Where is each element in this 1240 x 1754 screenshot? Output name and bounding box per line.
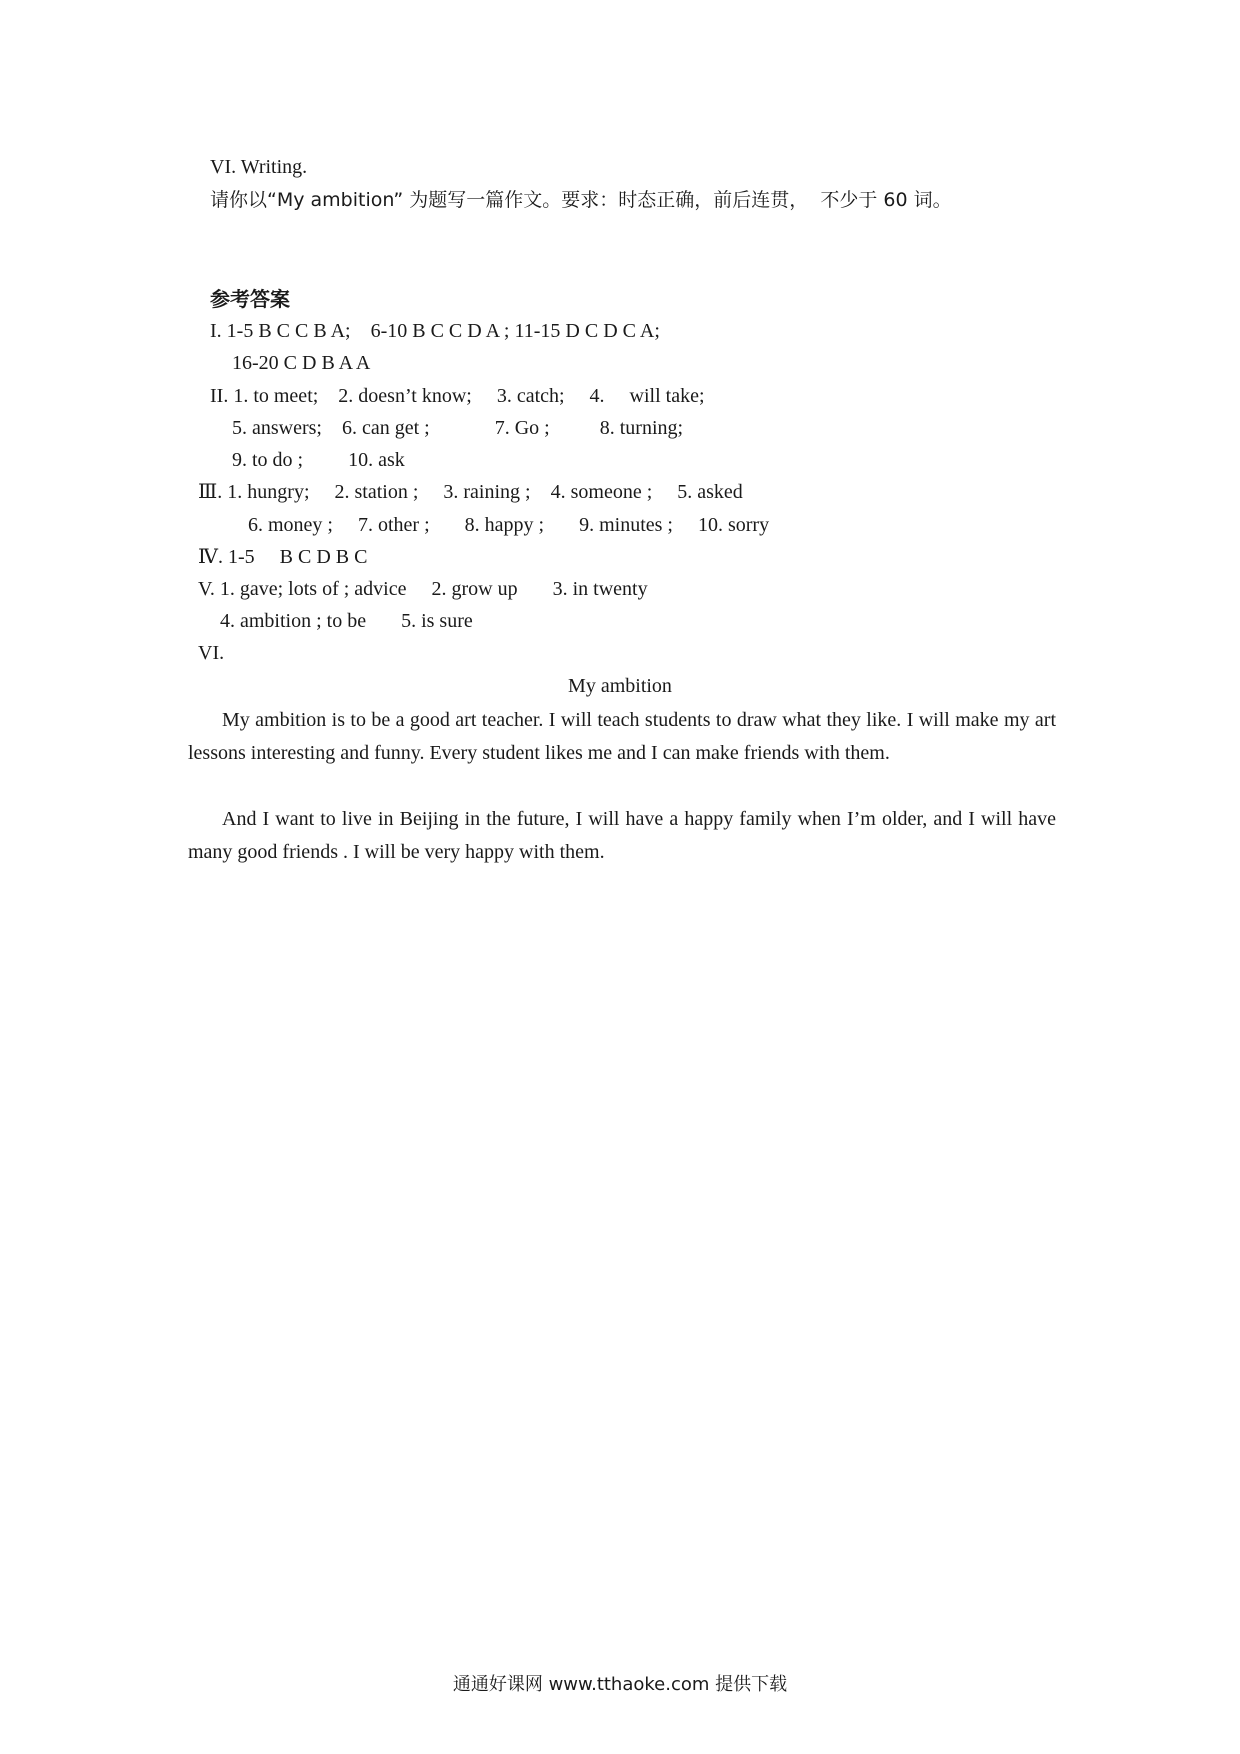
- answer-section-2-line-2: 5. answers; 6. can get ; 7. Go ; 8. turning;: [232, 417, 684, 439]
- writing-instruction: 请你以“My ambition” 为题写一篇作文。要求：时态正确，前后连贯， 不少于 60 词。: [210, 189, 952, 211]
- page-footer: 通通好课网 www.tthaoke.com 提供下载: [452, 1674, 788, 1695]
- writing-heading: VI. Writing.: [210, 156, 308, 178]
- answer-section-3-line-1: Ⅲ. 1. hungry; 2. station ; 3. raining ; 4. someone ; 5. asked: [198, 481, 743, 503]
- answer-section-1-line-1: I. 1-5 B C C B A; 6-10 B C C D A ; 11-15 D C D C A;: [210, 320, 660, 342]
- answer-section-4-line-1: Ⅳ. 1-5 B C D B C: [198, 546, 368, 568]
- answer-section-5-line-1: V. 1. gave; lots of ; advice 2. grow up 3. in twenty: [198, 578, 648, 600]
- answer-section-1-line-2: 16-20 C D B A A: [232, 352, 371, 374]
- answer-key-title: 参考答案: [210, 287, 290, 311]
- answer-section-3-line-2: 6. money ; 7. other ; 8. happy ; 9. minutes ; 10. sorry: [248, 514, 770, 536]
- essay-paragraph-2: And I want to live in Beijing in the future, I will have a happy family when I’m older, and I will have many good friends . I will be very happy with them.: [188, 808, 1056, 863]
- answer-section-6-label: VI.: [198, 642, 225, 664]
- answer-section-2-line-3: 9. to do ; 10. ask: [232, 449, 405, 471]
- answer-section-5-line-2: 4. ambition ; to be 5. is sure: [220, 610, 473, 632]
- essay-title: My ambition: [568, 675, 672, 697]
- answer-section-2-line-1: II. 1. to meet; 2. doesn’t know; 3. catch; 4. will take;: [210, 385, 705, 407]
- essay-paragraph-1: My ambition is to be a good art teacher. I will teach students to draw what they like. I will make my art lessons interesting and funny. Every student likes me and I can make friends with them.: [188, 709, 1056, 764]
